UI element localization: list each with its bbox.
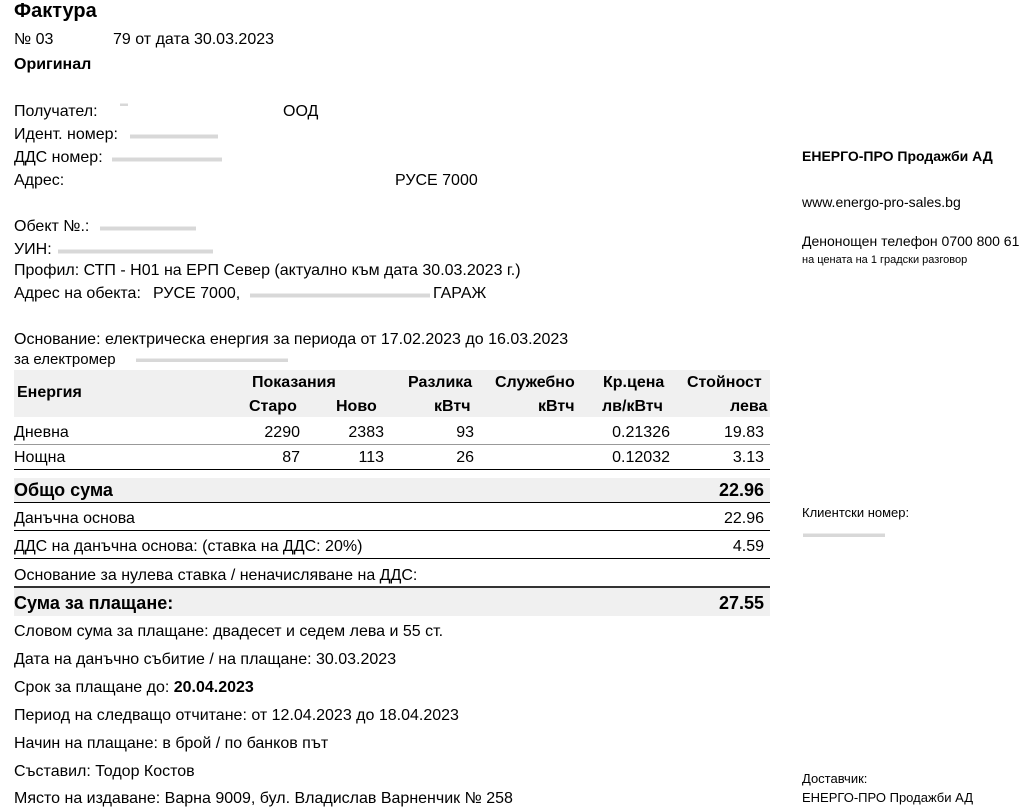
header-price-unit: лв/кВтч: [602, 398, 663, 415]
total-value: 22.96: [718, 480, 764, 500]
header-service-unit: кВтч: [538, 398, 575, 415]
row-night-diff: 26: [456, 449, 474, 466]
total-label: Общо сума: [14, 480, 113, 500]
author: Съставил: Тодор Костов: [14, 763, 195, 780]
invoice-title: Фактура: [14, 0, 97, 22]
header-cost: Стойност: [687, 374, 762, 391]
pay-value: 27.55: [718, 593, 764, 613]
recipient-address-value: РУСЕ 7000: [395, 172, 478, 189]
row-day-cost: 19.83: [723, 424, 764, 441]
row-day-name: Дневна: [14, 424, 69, 441]
recipient-address-label: Адрес:: [14, 172, 65, 189]
row-divider: [14, 444, 770, 445]
tax-base-label: Данъчна основа: [14, 510, 135, 527]
invoice-number-date: 79 от дата 30.03.2023: [113, 31, 275, 48]
row-day-old: 2290: [264, 424, 300, 441]
place-of-issue: Място на издаване: Варна 9009, бул. Владислав Варненчик № 258: [14, 790, 513, 807]
header-service: Служебно: [495, 374, 575, 391]
total-background: [14, 478, 770, 502]
row-night-cost: 3.13: [732, 449, 764, 466]
due-date-value: 20.04.2023: [173, 679, 254, 696]
object-address-value-b: ГАРАЖ: [433, 285, 487, 302]
row-day-diff: 93: [456, 424, 474, 441]
table-bottom-divider: [14, 469, 770, 470]
zero-rate-label: Основание за нулева ставка / неначисляване на ДДС:: [14, 567, 418, 584]
supplier-footer-label: Доставчик:: [802, 771, 868, 786]
row-night-price: 0.12032: [612, 449, 670, 466]
vat-label: ДДС на данъчна основа: (ставка на ДДС: 20%): [14, 538, 363, 555]
amount-in-words: Словом сума за плащане: двадесет и седем лева и 55 ст.: [14, 623, 444, 640]
object-no-label: Обект №.:: [14, 218, 90, 235]
row-day-new: 2383: [348, 424, 384, 441]
header-diff-unit: кВтч: [434, 398, 471, 415]
supplier-phone: Денонощен телефон 0700 800 61: [802, 233, 1020, 249]
tax-event-date: Дата на данъчно събитие / на плащане: 30.03.2023: [14, 651, 397, 668]
recipient-company-suffix: ООД: [283, 103, 319, 120]
supplier-name: ЕНЕРГО-ПРО Продажби АД: [802, 148, 993, 164]
redacted-mark: [120, 100, 128, 108]
total-divider: [14, 502, 770, 503]
header-cost-unit: лева: [730, 398, 768, 415]
object-address-value-a: РУСЕ 7000,: [153, 285, 241, 302]
basis-period: Основание: електрическа енергия за периода от 17.02.2023 до 16.03.2023: [14, 331, 569, 348]
row-day-price: 0.21326: [612, 424, 670, 441]
due-date-label: Срок за плащане до:: [14, 679, 170, 696]
header-diff: Разлика: [408, 374, 473, 391]
next-reading-period: Период на следващо отчитане: от 12.04.2023 до 18.04.2023: [14, 707, 459, 724]
header-new: Ново: [336, 398, 377, 415]
supplier-website[interactable]: www.energo-pro-sales.bg: [802, 194, 961, 210]
row-night-new: 113: [358, 449, 384, 466]
header-old: Старо: [249, 398, 297, 415]
header-readings: Показания: [252, 374, 336, 391]
row-night-name: Нощна: [14, 449, 66, 466]
original-label: Оригинал: [14, 56, 92, 73]
payment-method: Начин на плащане: в брой / по банков път: [14, 735, 329, 752]
object-profile: Профил: СТП - H01 на ЕРП Север (актуално към дата 30.03.2023 г.): [14, 262, 521, 279]
redacted-meter: [136, 353, 288, 365]
recipient-id-label: Идент. номер:: [14, 126, 118, 143]
tax-base-value: 22.96: [723, 510, 764, 527]
due-date-line: [14, 679, 254, 697]
invoice-number-prefix: № 03: [14, 31, 54, 48]
recipient-label: Получател:: [14, 103, 98, 120]
supplier-phone-note: на цената на 1 градски разговор: [802, 254, 968, 266]
row-night-old: 87: [282, 449, 300, 466]
object-uin-label: УИН:: [14, 241, 52, 258]
vat-value: 4.59: [732, 538, 764, 555]
basis-meter-label: за електромер: [14, 351, 116, 368]
client-number-label: Клиентски номер:: [802, 505, 910, 520]
redacted-address: [250, 287, 430, 301]
redacted-id: [130, 128, 218, 142]
redacted-uin: [58, 243, 213, 257]
object-address-label: Адрес на обекта:: [14, 285, 141, 302]
redacted-client-number: [803, 528, 885, 540]
header-price: Кр.цена: [603, 374, 665, 391]
supplier-footer-name: ЕНЕРГО-ПРО Продажби АД: [802, 790, 974, 805]
recipient-vat-label: ДДС номер:: [14, 149, 103, 166]
tax-base-divider: [14, 530, 770, 531]
redacted-vat: [112, 151, 222, 165]
pay-label: Сума за плащане:: [14, 593, 174, 613]
vat-divider: [14, 558, 770, 559]
redacted-object-no: [100, 220, 196, 234]
header-energy: Енергия: [17, 384, 82, 401]
